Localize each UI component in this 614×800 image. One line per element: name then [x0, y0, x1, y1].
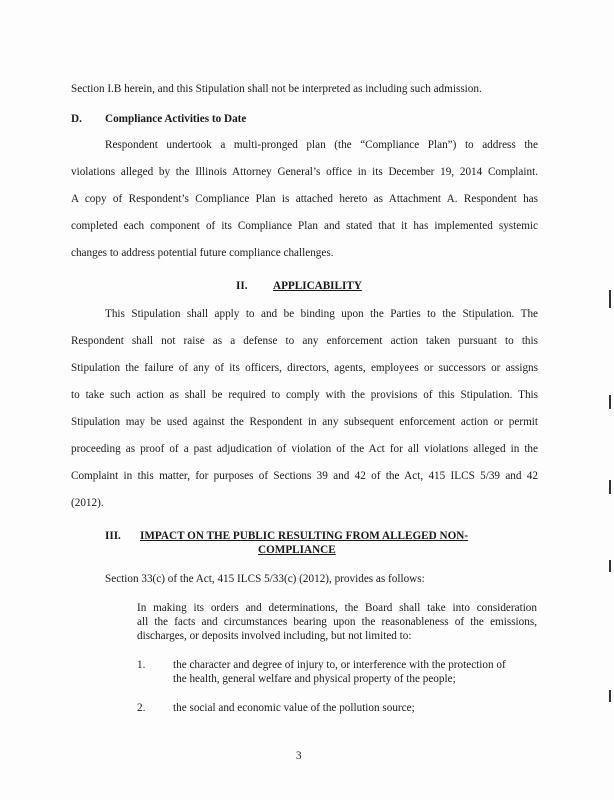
para-ii-line: to take such action as shall be required to comply with the provisions of this Stipulation. This — [71, 389, 538, 401]
quote-line: In making its orders and determinations, the Board shall take into consideration — [137, 602, 537, 614]
para-d-line: completed each component of its Compliance Plan and stated that it has implemented systemic — [71, 220, 538, 232]
para-ii-line: This Stipulation shall apply to and be binding upon the Parties to the Stipulation. The — [105, 308, 538, 320]
para-d-line: A copy of Respondent’s Compliance Plan is attached hereto as Attachment A. Respondent has — [71, 193, 538, 205]
section-ii-numeral: II. — [236, 280, 248, 292]
quote-line: all the facts and circumstances bearing upon the reasonableness of the emissions, — [137, 616, 537, 628]
section-d-heading: Compliance Activities to Date — [105, 113, 247, 125]
intro-line: Section I.B herein, and this Stipulation shall not be interpreted as including such admission. — [71, 83, 482, 95]
para-iii-intro: Section 33(c) of the Act, 415 ILCS 5/33(c) (2012), provides as follows: — [105, 573, 425, 585]
section-iii-numeral: III. — [105, 530, 121, 542]
item-1-number: 1. — [137, 659, 146, 671]
item-2-text: the social and economic value of the pollution source; — [173, 702, 415, 714]
para-d-line: Respondent undertook a multi-pronged plan (the “Compliance Plan”) to address the — [105, 139, 538, 151]
page-number: 3 — [296, 750, 302, 762]
scan-mark — [609, 690, 611, 702]
scan-mark — [609, 480, 611, 494]
scan-mark — [609, 560, 611, 572]
para-ii-line: Respondent shall not raise as a defense to any enforcement action taken pursuant to this — [71, 335, 538, 347]
item-2-number: 2. — [137, 702, 146, 714]
para-ii-line: Complaint in this matter, for purposes of Sections 39 and 42 of the Act, 415 ILCS 5/39 and 42 — [71, 470, 538, 482]
scan-mark — [609, 290, 611, 308]
para-ii-line: Stipulation may be used against the Respondent in any subsequent enforcement action or permit — [71, 416, 538, 428]
scan-mark — [609, 395, 611, 409]
section-iii-heading: IMPACT ON THE PUBLIC RESULTING FROM ALLEGED NON- — [140, 530, 469, 542]
para-ii-line: (2012). — [71, 497, 104, 509]
section-iii-heading-cont: COMPLIANCE — [258, 544, 336, 556]
para-ii-line: Stipulation the failure of any of its officers, directors, agents, employees or successors or assigns — [71, 362, 538, 374]
quote-line: discharges, or deposits involved including, but not limited to: — [137, 630, 412, 642]
para-d-line: violations alleged by the Illinois Attorney General’s office in its December 19, 2014 Complaint. — [71, 166, 538, 178]
section-ii-heading: APPLICABILITY — [273, 280, 362, 292]
para-ii-line: proceeding as proof of a past adjudication of violation of the Act for all violations alleged in the — [71, 443, 538, 455]
item-1-text-cont: the health, general welfare and physical property of the people; — [173, 673, 456, 685]
section-d-letter: D. — [71, 113, 82, 125]
para-d-line: changes to address potential future compliance challenges. — [71, 247, 334, 259]
item-1-text: the character and degree of injury to, or interference with the protection of — [173, 659, 506, 671]
